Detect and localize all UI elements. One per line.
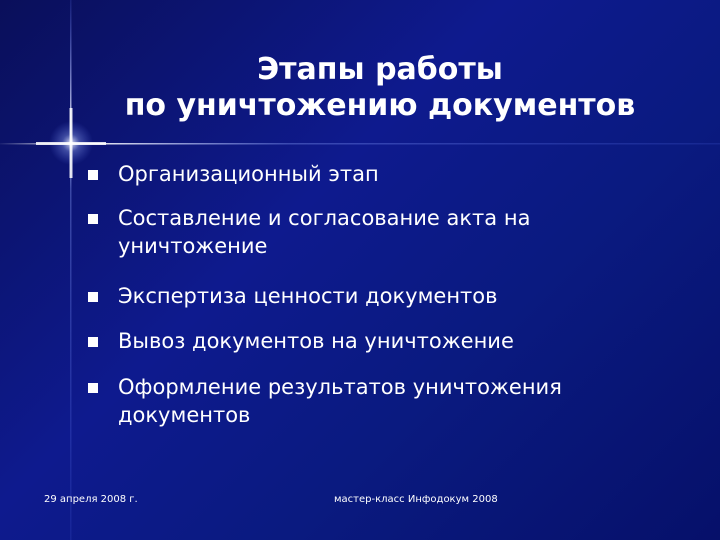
bullet-text: Вывоз документов на уничтожение [118, 329, 514, 353]
bullet-text: Составление и согласование акта на уничтожение [118, 206, 531, 258]
square-bullet-icon [88, 214, 98, 224]
footer-date: 29 апреля 2008 г. [44, 494, 138, 505]
title-line-1: Этапы работы [257, 52, 503, 87]
title-line-2: по уничтожению документов [124, 88, 636, 123]
square-bullet-icon [88, 337, 98, 347]
bullet-text: Экспертиза ценности документов [118, 284, 498, 308]
bullet-list [86, 160, 686, 429]
square-bullet-icon [88, 383, 98, 393]
footer-event: мастер-класс Инфодокум 2008 [334, 494, 498, 505]
bullet-text: Оформление результатов уничтожения документов [118, 375, 562, 427]
bullet-text: Организационный этап [118, 162, 379, 186]
bullet-item [86, 282, 686, 310]
square-bullet-icon [88, 170, 98, 180]
bullet-item [86, 373, 686, 429]
bullet-item [86, 204, 686, 260]
slide-title [100, 52, 660, 124]
square-bullet-icon [88, 292, 98, 302]
bullet-item [86, 327, 686, 355]
bullet-item [86, 160, 686, 188]
